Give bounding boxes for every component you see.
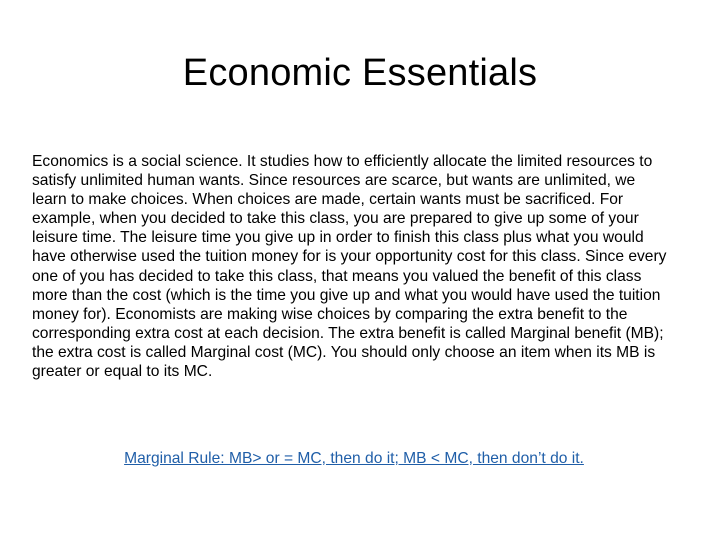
- slide-title: Economic Essentials: [182, 52, 538, 94]
- body-paragraph: Economics is a social science. It studies how to efficiently allocate the limited resources to satisfy unlimited human wants. Since resources are scarce, but wants are unlimited, we learn to make choices. When choices are made, certain wants must be sacrificed. For example, when you decided to take this class, you are prepared to give up some of your leisure time. The leisure time you give up in order to finish this class plus what you would have otherwise used the tuition money for is your opportunity cost for this class. Since every one of you has decided to take this class, that means you valued the benefit of this class more than the cost (which is the time you give up and what you would have used the tuition money for). Economists are making wise choices by comparing the extra benefit to the corresponding extra cost at each decision. The extra benefit is called Marginal benefit (MB); the extra cost is called Marginal cost (MC). You should only choose an item when its MB is greater or equal to its MC.: [32, 153, 667, 381]
- marginal-rule-link[interactable]: Marginal Rule: MB> or = MC, then do it; MB < MC, then don’t do it.: [124, 450, 584, 467]
